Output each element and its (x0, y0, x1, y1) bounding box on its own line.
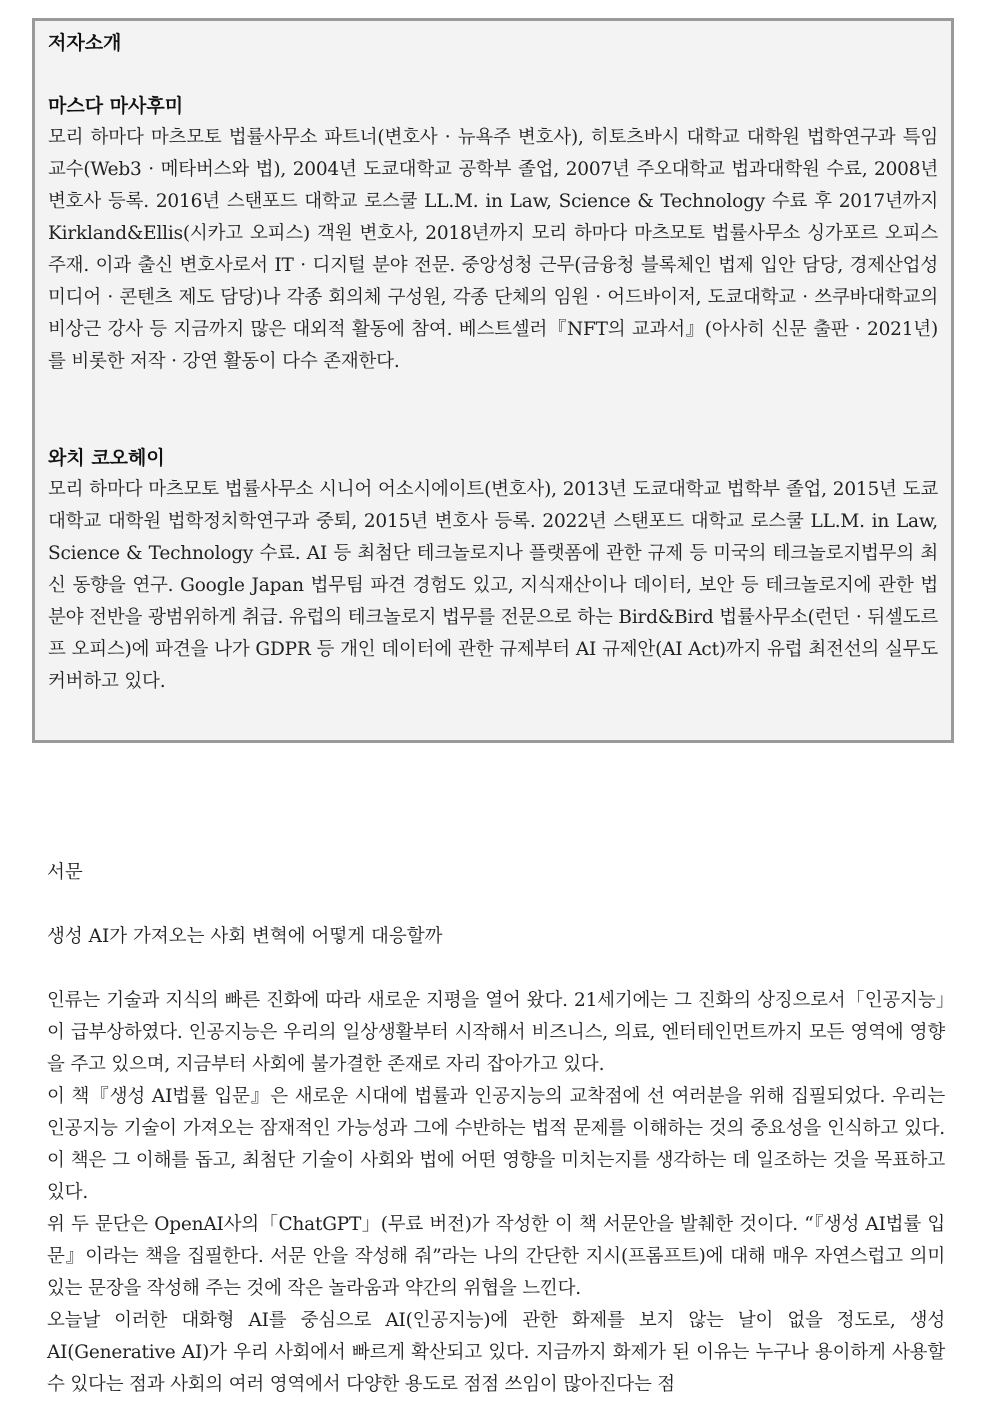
spacer (47, 889, 945, 921)
spacer (48, 378, 938, 442)
spacer (48, 59, 938, 90)
author-name: 와치 코오헤이 (48, 447, 165, 469)
preface-paragraph: 이 책『생성 AI법률 입문』은 새로운 시대에 법률과 인공지능의 교착점에 선 여러분을 위해 집필되었다. 우리는 인공지능 기술이 가져오는 잠재적인 가능성과 그에 수반하는 법적 문제를 이해하는 것의 중요성을 인식하고 있다. 이 책은 그 이해를 돕고, 최첨단 기술이 사회와 법에 어떤 영향을 미치는지를 생각하는 데 일조하는 것을 목표하고 있다. (47, 1086, 945, 1203)
spacer (47, 953, 945, 985)
preface-paragraph: 인류는 기술과 지식의 빠른 진화에 따라 새로운 지평을 열어 왔다. 21세기에는 그 진화의 상징으로서「인공지능」이 급부상하였다. 인공지능은 우리의 일상생활부터 시작해서 비즈니스, 의료, 엔터테인먼트까지 모든 영역에 영향을 주고 있으며, 지금부터 사회에 불가결한 존재로 자리 잡아가고 있다. (47, 990, 945, 1075)
author-bio: 모리 하마다 마츠모토 법률사무소 시니어 어소시에이트(변호사), 2013년 도쿄대학교 법학부 졸업, 2015년 도쿄대학교 대학원 법학정치학연구과 중퇴, 2015년 변호사 등록. 2022년 스탠포드 대학교 로스쿨 LL.M. in Law, Science & Technology 수료. AI 등 최첨단 테크놀로지나 플랫폼에 관한 규제 등 미국의 테크놀로지법무의 최신 동향을 연구. Google Japan 법무팀 파견 경험도 있고, 지식재산이나 데이터, 보안 등 테크놀로지에 관한 법 분야 전반을 광범위하게 취급. 유럽의 테크놀로지 법무를 전문으로 하는 Bird&Bird 법률사무소(런던 · 뒤셀도르프 오피스)에 파견을 나가 GDPR 등 개인 데이터에 관한 규제부터 AI 규제안(AI Act)까지 유럽 최전선의 실무도 커버하고 있다. (48, 479, 938, 692)
preface-section (47, 857, 945, 1401)
preface-paragraph: 오늘날 이러한 대화형 AI를 중심으로 AI(인공지능)에 관한 화제를 보지 않는 날이 없을 정도로, 생성 AI(Generative AI)가 우리 사회에서 빠르게 확산되고 있다. 지금까지 화제가 된 이유는 누구나 용이하게 사용할 수 있다는 점과 사회의 여러 영역에서 다양한 용도로 점점 쓰임이 많아진다는 점 (47, 1310, 945, 1395)
preface-paragraph: 위 두 문단은 OpenAI사의「ChatGPT」(무료 버전)가 작성한 이 책 서문안을 발췌한 것이다. “『생성 AI법률 입문』이라는 책을 집필한다. 서문 안을 작성해 줘”라는 나의 간단한 지시(프롬프트)에 대해 매우 자연스럽고 의미 있는 문장을 작성해 주는 것에 작은 놀라움과 약간의 위협을 느낀다. (47, 1214, 945, 1299)
author-bio: 모리 하마다 마츠모토 법률사무소 파트너(변호사 · 뉴욕주 변호사), 히토츠바시 대학교 대학원 법학연구과 특임 교수(Web3 · 메타버스와 법), 2004년 도쿄대학교 공학부 졸업, 2007년 주오대학교 법과대학원 수료, 2008년 변호사 등록. 2016년 스탠포드 대학교 로스쿨 LL.M. in Law, Science & Technology 수료 후 2017년까지 Kirkland&Ellis(시카고 오피스) 객원 변호사, 2018년까지 모리 하마다 마츠모토 법률사무소 싱가포르 오피스 주재. 이과 출신 변호사로서 IT · 디지털 분야 전문. 중앙성청 근무(금융청 블록체인 법제 입안 담당, 경제산업성 미디어 · 콘텐츠 제도 담당)나 각종 회의체 구성원, 각종 단체의 임원 · 어드바이저, 도쿄대학교 · 쓰쿠바대학교의 비상근 강사 등 지금까지 많은 대외적 활동에 참여. 베스트셀러『NFT의 교과서』(아사히 신문 출판 · 2021년)를 비롯한 저작 · 강연 활동이 다수 존재한다. (48, 127, 938, 372)
author-name: 마스다 마사후미 (48, 95, 184, 117)
preface-subtitle: 생성 AI가 가져오는 사회 변혁에 어떻게 대응할까 (47, 926, 443, 947)
author-section-title: 저자소개 (48, 32, 122, 54)
author-intro-box (32, 18, 954, 743)
preface-title: 서문 (47, 862, 83, 883)
